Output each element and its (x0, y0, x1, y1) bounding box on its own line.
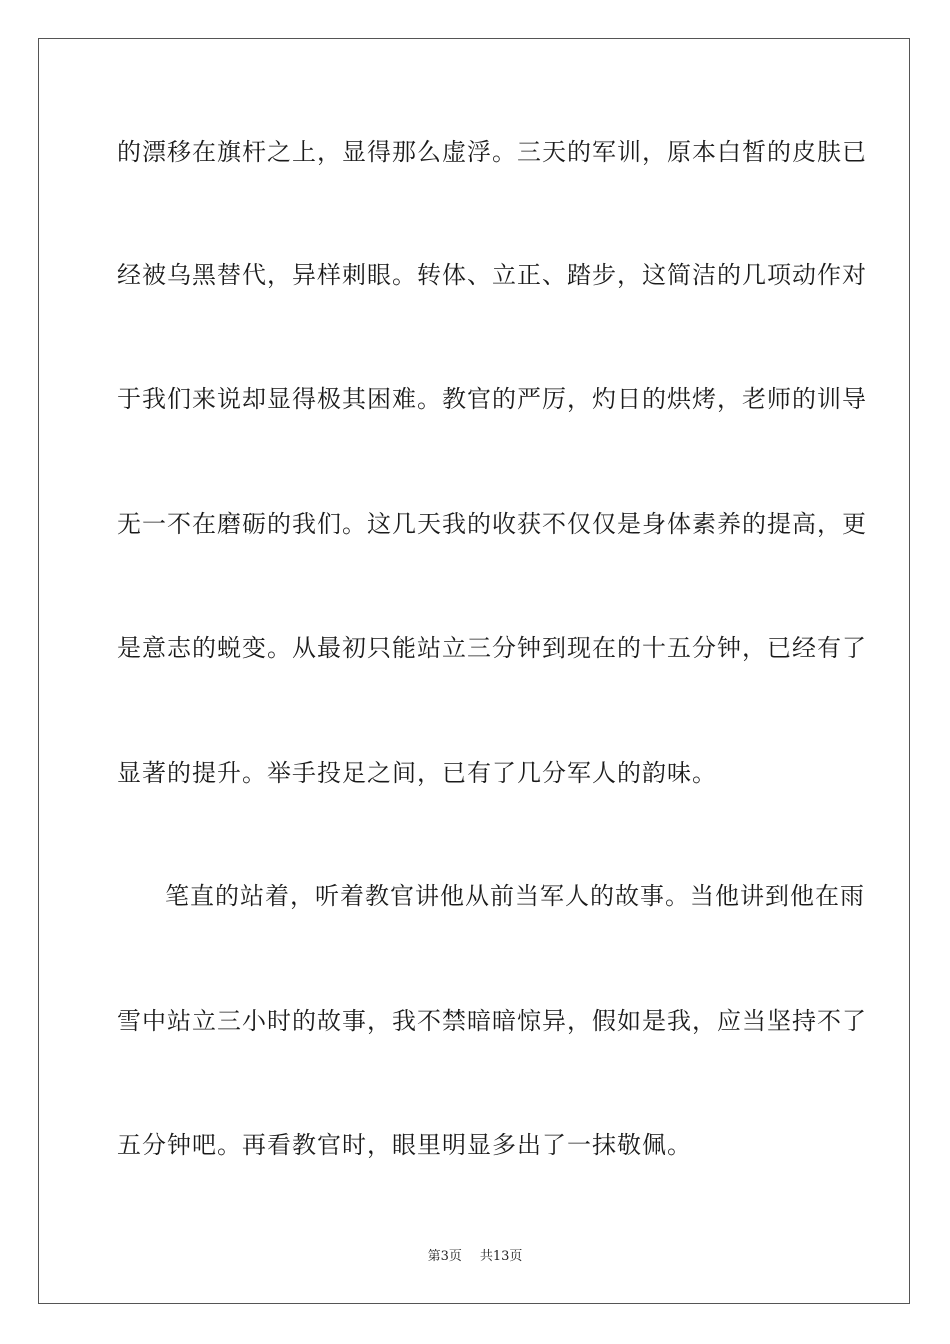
text-line: 笔直的站着，听着教官讲他从前当军人的故事。当他讲到他在雨 (165, 882, 865, 910)
page-border (38, 38, 910, 1304)
text-line: 雪中站立三小时的故事，我不禁暗暗惊异，假如是我，应当坚持不了 (117, 1007, 867, 1035)
text-line: 于我们来说却显得极其困难。教官的严厉，灼日的烘烤，老师的训导 (117, 385, 867, 413)
text-line: 的漂移在旗杆之上，显得那么虚浮。三天的军训，原本白皙的皮肤已 (117, 138, 867, 166)
page-total: 共13页 (479, 1249, 523, 1264)
page-number: 第3页 (427, 1249, 462, 1264)
text-line: 无一不在磨砺的我们。这几天我的收获不仅仅是身体素养的提高，更 (117, 510, 867, 538)
page-footer (0, 1248, 950, 1266)
text-line: 经被乌黑替代，异样刺眼。转体、立正、踏步，这简洁的几项动作对 (117, 261, 867, 289)
text-line: 五分钟吧。再看教官时，眼里明显多出了一抹敬佩。 (117, 1131, 692, 1159)
text-line: 显著的提升。举手投足之间，已有了几分军人的韵味。 (117, 759, 717, 787)
text-line: 是意志的蜕变。从最初只能站立三分钟到现在的十五分钟，已经有了 (117, 634, 867, 662)
